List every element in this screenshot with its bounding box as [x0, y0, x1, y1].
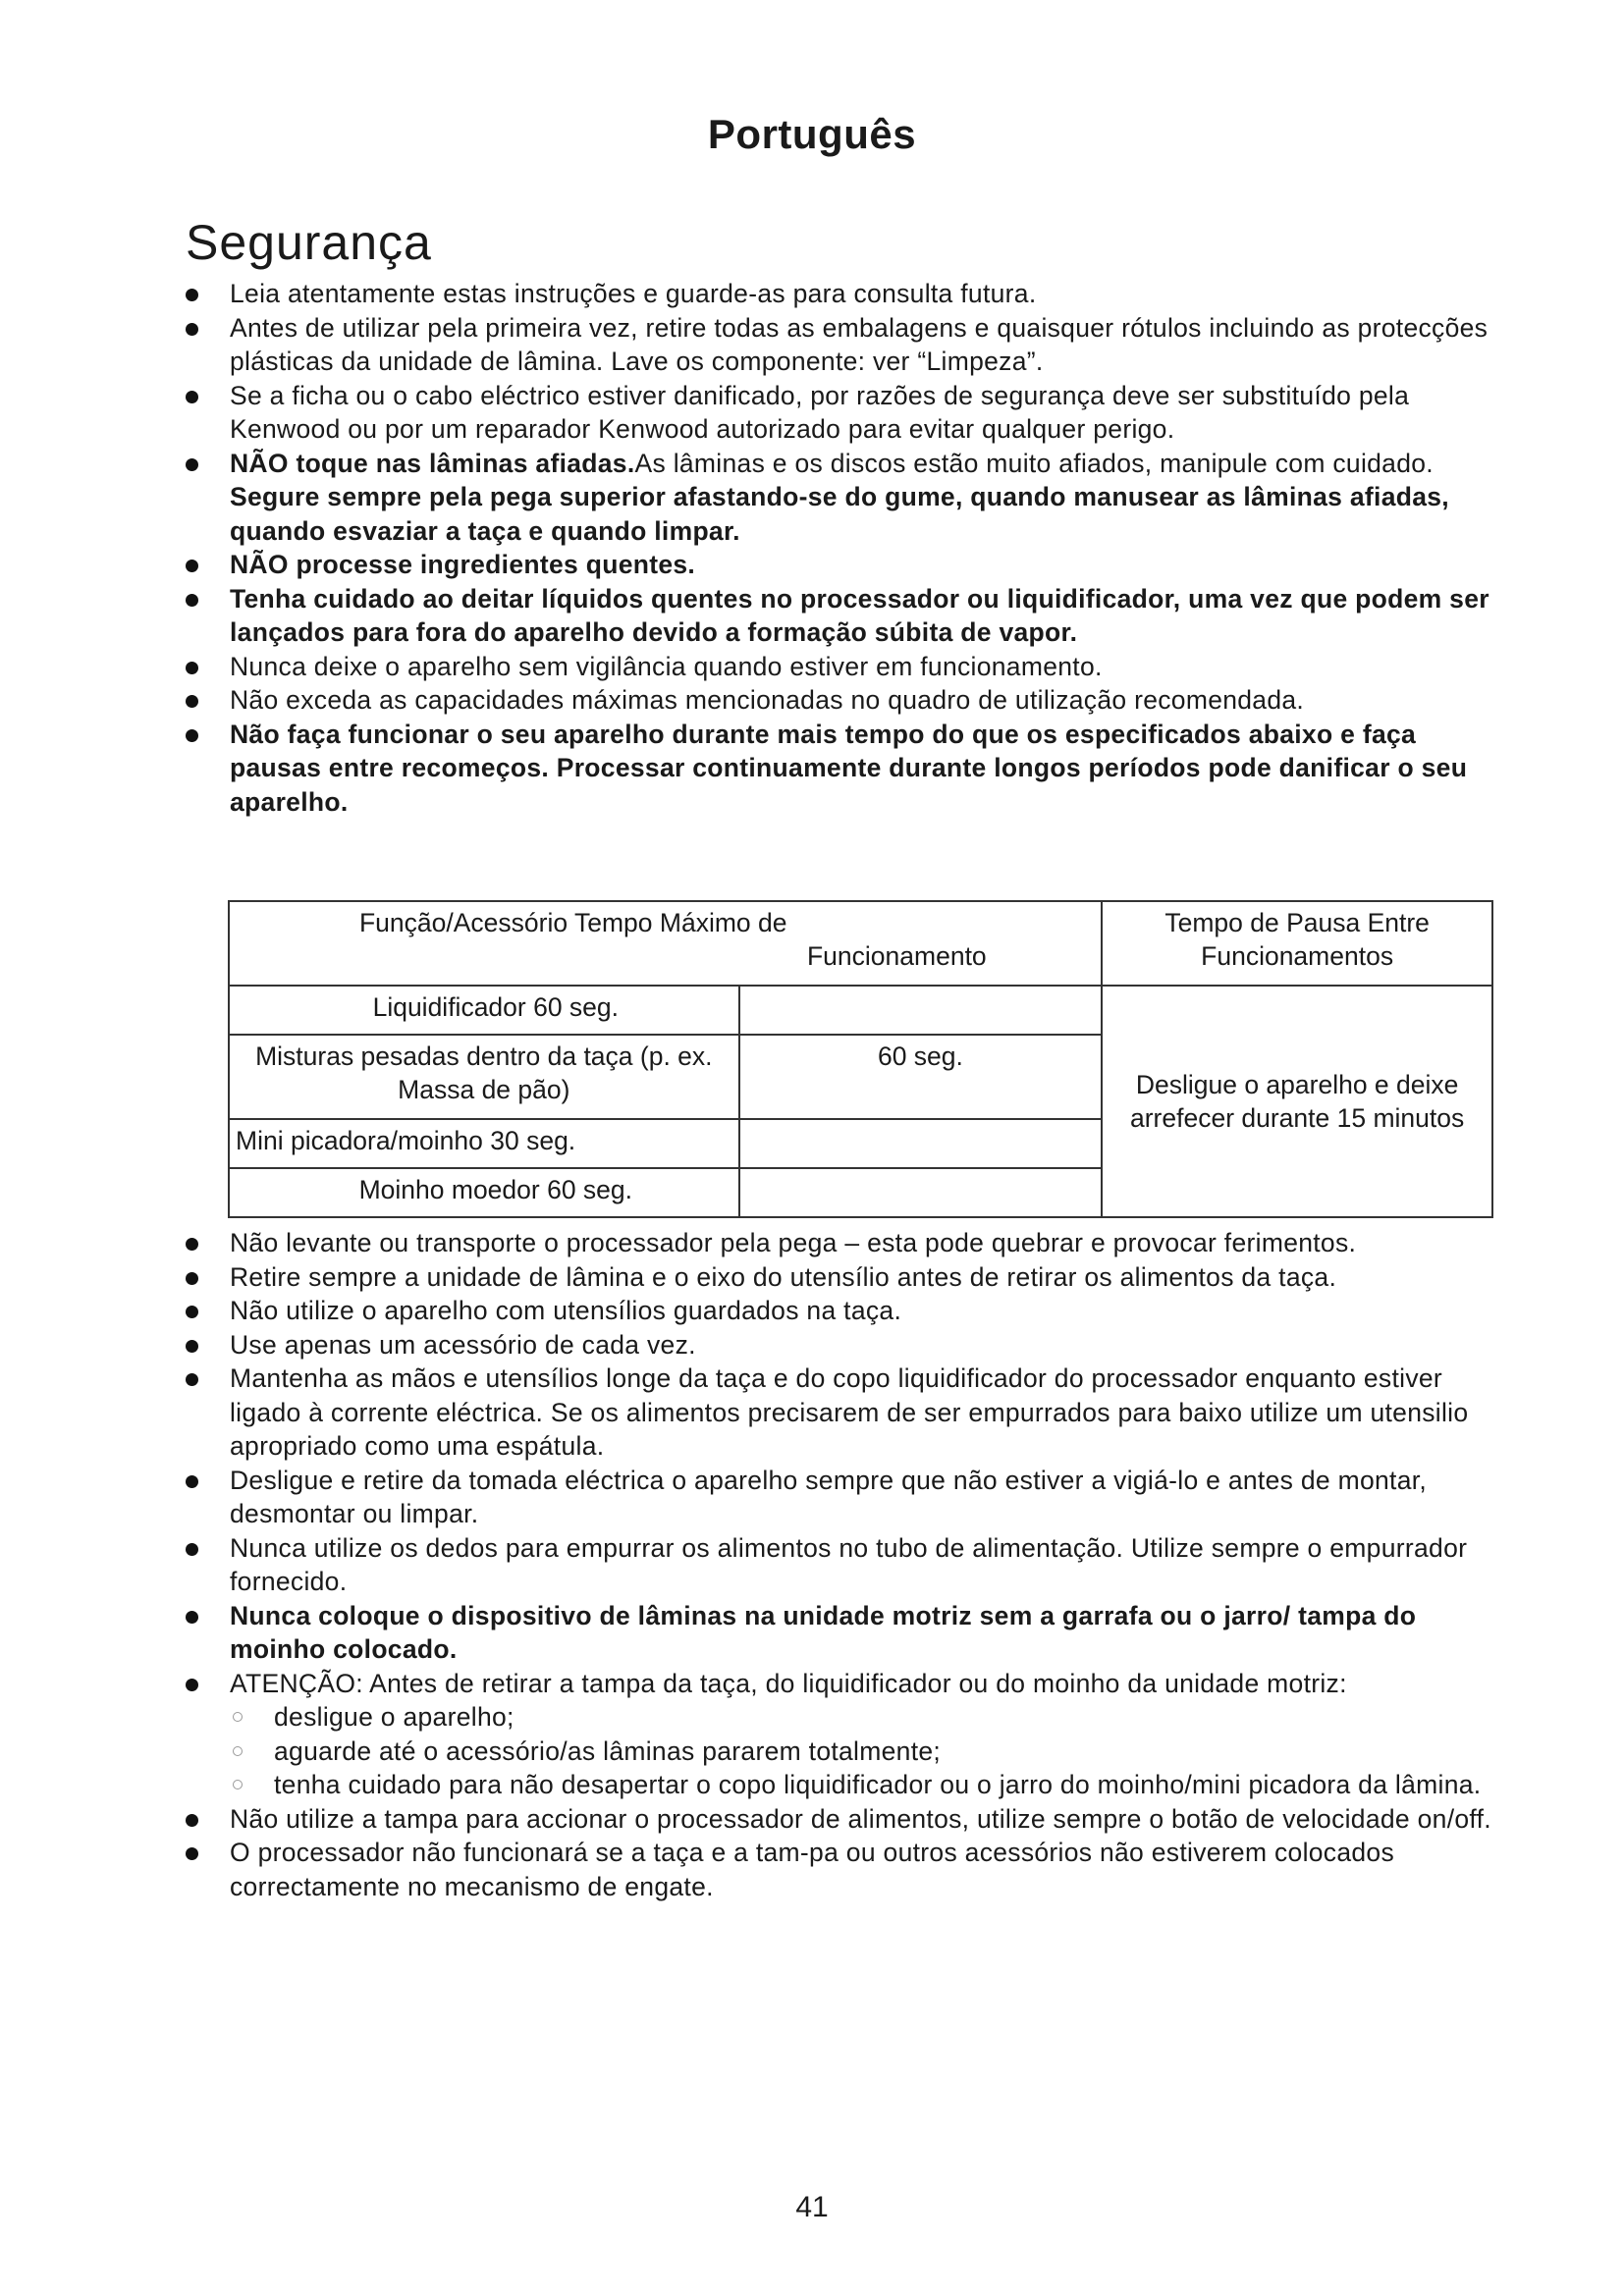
header-right-cell: Tempo de Pausa Entre Funcionamentos — [1102, 901, 1492, 986]
bold-text: Tenha cuidado ao deitar líquidos quentes no processador ou liquidificador, uma vez que podem ser lançados para fora do aparelho devido a formação súbita de vapor. — [230, 583, 1489, 647]
body-text: Use apenas um acessório de cada vez. — [230, 1329, 696, 1360]
list-item — [186, 1294, 1501, 1328]
list-item — [186, 1464, 1501, 1531]
list-item — [186, 683, 1501, 718]
table-header-cell — [229, 901, 1102, 986]
row-mini-picadora: Mini picadora/moinho 30 seg. — [229, 1119, 739, 1168]
bold-text: NÃO toque nas lâminas afiadas. — [230, 448, 635, 478]
body-text: Leia atentamente estas instruções e guarde-as para consulta futura. — [230, 279, 1037, 308]
list-item — [186, 311, 1501, 379]
list-item — [186, 1260, 1501, 1295]
table-row — [229, 986, 1492, 1035]
row-moinho: Moinho moedor 60 seg. — [229, 1168, 739, 1217]
row-liquidificador: Liquidificador 60 seg. — [229, 986, 739, 1035]
body-text: Se a ficha ou o cabo eléctrico estiver danificado, por razões de segurança deve ser substituído pela Kenwood ou por um reparador Kenwood autorizado para evitar qualquer perigo. — [230, 380, 1410, 444]
row4-time — [739, 1168, 1103, 1217]
sub-list — [230, 1700, 1501, 1802]
page-number: 41 — [795, 2191, 829, 2223]
row2-time: 60 seg. — [739, 1035, 1103, 1119]
sub-list-item: aguarde até o acessório/as lâminas pararem totalmente; — [230, 1735, 1501, 1769]
list-item — [186, 1802, 1501, 1837]
row3-time — [739, 1119, 1103, 1168]
row1-time — [739, 986, 1103, 1035]
bold-text: Não faça funcionar o seu aparelho durante mais tempo do que os especificados abaixo e faça pausas entre recomeços. Processar continuamente durante longos períodos pode danificar o seu aparelho. — [230, 719, 1468, 817]
list-item — [186, 1362, 1501, 1464]
list-item — [186, 1328, 1501, 1362]
body-text: Não utilize a tampa para accionar o processador de alimentos, utilize sempre o botão de velocidade on/off. — [230, 1803, 1491, 1834]
header-mid-text: Funcionamento — [807, 941, 987, 971]
row-misturas: Misturas pesadas dentro da taça (p. ex. Massa de pão) — [229, 1035, 739, 1119]
body-text: O processador não funcionará se a taça e a tam-pa ou outros acessórios não estiverem colocados correctamente no mecanismo de engate. — [230, 1838, 1395, 1901]
body-text: Não exceda as capacidades máximas mencionadas no quadro de utilização recomendada. — [230, 685, 1305, 715]
safety-list-bottom — [186, 1226, 1501, 1903]
body-text: ATENÇÃO: Antes de retirar a tampa da taça, do liquidificador ou do moinho da unidade motriz: — [230, 1668, 1347, 1698]
list-item — [186, 650, 1501, 684]
body-text: As lâminas e os discos estão muito afiados, manipule com cuidado. — [634, 448, 1434, 478]
body-text: Mantenha as mãos e utensílios longe da taça e do copo liquidificador do processador enquanto estiver ligado à corrente eléctrica. Se os alimentos precisarem de ser empurrados para baixo utilize um utensilio apropriado como uma espátula. — [230, 1363, 1469, 1461]
bold-text: NÃO processe ingredientes quentes. — [230, 550, 696, 579]
list-item — [186, 548, 1501, 582]
language-heading: Português — [707, 111, 917, 157]
list-item — [186, 1836, 1501, 1903]
body-text: Não levante ou transporte o processador pela pega – esta pode quebrar e provocar ferimentos. — [230, 1228, 1357, 1257]
safety-list-top — [186, 277, 1501, 819]
sub-list-item: tenha cuidado para não desapertar o copo liquidificador ou o jarro do moinho/mini picadora da lâmina. — [230, 1768, 1501, 1802]
body-text: Antes de utilizar pela primeira vez, retire todas as embalagens e quaisquer rótulos incluindo as protecções plásticas da unidade de lâmina. Lave os componente: ver “Limpeza”. — [230, 312, 1489, 376]
list-item — [186, 1667, 1501, 1802]
section-title: Segurança — [186, 215, 432, 270]
list-item — [186, 582, 1501, 650]
pause-cell: Desligue o aparelho e deixe arrefecer durante 15 minutos — [1102, 986, 1492, 1217]
bold-text: Nunca coloque o dispositivo de lâminas na unidade motriz sem a garrafa ou o jarro/ tampa do moinho colocado. — [230, 1600, 1417, 1664]
list-item — [186, 1226, 1501, 1260]
list-item — [186, 379, 1501, 447]
sub-list-item: desligue o aparelho; — [230, 1700, 1501, 1735]
list-item — [186, 718, 1501, 820]
usage-table — [228, 900, 1493, 1218]
list-item — [186, 447, 1501, 549]
body-text: Retire sempre a unidade de lâmina e o eixo do utensílio antes de retirar os alimentos da taça. — [230, 1261, 1337, 1292]
list-item — [186, 277, 1501, 311]
bold-text: Segure sempre pela pega superior afastando-se do gume, quando manusear as lâminas afiadas, quando esvaziar a taça e quando limpar. — [230, 482, 1449, 546]
table-header-row — [229, 901, 1492, 986]
list-item — [186, 1599, 1501, 1667]
list-item — [186, 1531, 1501, 1599]
body-text: Nunca utilize os dedos para empurrar os alimentos no tubo de alimentação. Utilize sempre o empurrador fornecido. — [230, 1532, 1468, 1596]
header-left-text: Função/Acessório Tempo Máximo de — [359, 908, 787, 937]
body-text: Nunca deixe o aparelho sem vigilância quando estiver em funcionamento. — [230, 651, 1103, 681]
body-text: Não utilize o aparelho com utensílios guardados na taça. — [230, 1296, 902, 1325]
body-text: Desligue e retire da tomada eléctrica o aparelho sempre que não estiver a vigiá-lo e antes de montar, desmontar ou limpar. — [230, 1465, 1428, 1528]
